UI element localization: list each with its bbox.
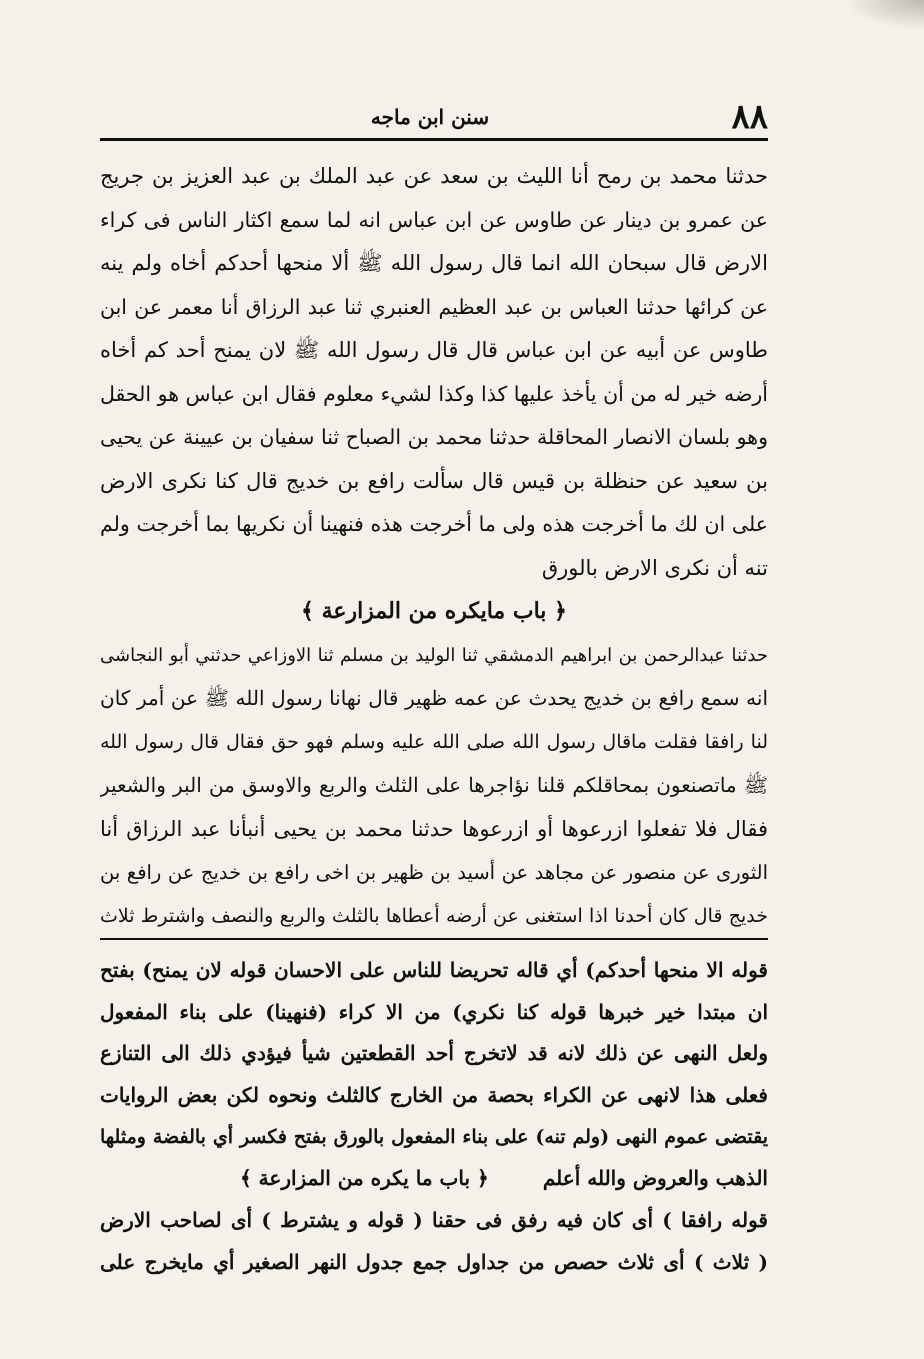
text-line: بن سعيد عن حنظلة بن قيس قال سألت رافع بن خديج قال كنا نكرى الارض	[100, 468, 768, 493]
commentary-line: قوله رافقا ) أى كان فيه رفق فى حقنا ( قوله و يشترط ) أى لصاحب الارض	[100, 1208, 768, 1233]
text-line: حدثنا عبدالرحمن بن ابراهيم الدمشقي ثنا الوليد بن مسلم ثنا الاوزاعي حدثني أبو النجاشى	[100, 644, 768, 666]
commentary-line: قوله الا منحها أحدكم) أي قاله تحريضا للناس على الاحسان قوله لان يمنح) بفتح	[100, 958, 768, 982]
text-line: فقال فلا تفعلوا ازرعوها أو ازرعوها حدثنا محمد بن يحيى أنبأنا عبد الرزاق أنا	[100, 816, 768, 841]
commentary-line: ولعل النهى عن ذلك لانه قد لاتخرج أحد القطعتين شيأ فيؤدي ذلك الى التنازع	[100, 1041, 768, 1066]
commentary-line: فعلى هذا لانهى عن الكراء بحصة من الخارج كالثلث ونحوه لكن بعض الروايات	[100, 1083, 768, 1108]
page-header	[100, 95, 768, 137]
text-line: أرضه خير له من أن يأخذ عليها كذا وكذا لشيء معلوم فقال ابن عباس هو الحقل	[100, 381, 768, 406]
commentary-line: يقتضى عموم النهى (ولم تنه) على بناء المفعول بالورق بفتح فكسر أي بالفضة ومثلها	[100, 1125, 768, 1148]
main-hadith-text	[100, 155, 768, 938]
running-title: سنن ابن ماجه	[370, 105, 490, 129]
text-line: عن كرائها حدثنا العباس بن عبد العظيم العنبري ثنا عبد الرزاق أنا معمر عن ابن	[100, 294, 768, 319]
text-line: تنه أن نكرى الارض بالورق	[541, 555, 768, 580]
text-line: طاوس عن أبيه عن ابن عباس قال قال رسول الله ﷺ لان يمنح أحد كم أخاه	[100, 338, 768, 362]
commentary-separator	[100, 938, 768, 940]
text-line: انه سمع رافع بن خديج يحدث عن عمه ظهير قال نهانا رسول الله ﷺ عن أمر كان	[100, 686, 768, 710]
text-line: حدثنا محمد بن رمح أنا الليث بن سعد عن عبد الملك بن عبد العزيز بن جريج	[100, 164, 768, 188]
page-corner-smudge	[844, 0, 924, 30]
text-line: خديج قال كان أحدنا اذا استغنى عن أرضه أعطاها بالثلث والربع والنصف واشترط ثلاث	[100, 904, 768, 927]
header-rule	[100, 138, 768, 141]
commentary-line-text: الذهب والعروض والله أعلم	[542, 1166, 768, 1191]
text-line: على ان لك ما أخرجت هذه ولى ما أخرجت هذه فنهينا أن نكريها بما أخرجت ولم	[100, 512, 768, 536]
text-line: الارض قال سبحان الله انما قال رسول الله ﷺ ألا منحها أحدكم أخاه ولم ينه	[100, 251, 768, 275]
text-line: ﷺ ماتصنعون بمحاقلكم قلنا نؤاجرها على الثلث والربع والاوسق من البر والشعير	[100, 773, 768, 797]
commentary-line: ان مبتدا خير خبرها قوله كنا نكري) من الا كراء (فنهينا) على بناء المفعول	[100, 999, 768, 1024]
commentary-section	[100, 950, 768, 1284]
page-number: ٨٨	[731, 97, 768, 137]
chapter-heading: ﴿ باب مايكره من المزارعة ﴾	[301, 598, 567, 624]
commentary-line-with-heading	[100, 1158, 768, 1200]
commentary-line: ( ثلاث ) أى ثلاث حصص من جداول جمع جدول النهر الصغير أي مايخرج على	[100, 1249, 768, 1274]
text-line: الثورى عن منصور عن مجاهد عن أسيد بن ظهير بن اخى رافع بن خديج عن رافع بن	[100, 861, 768, 884]
text-line: لنا رافقا فقلت ماقال رسول الله صلى الله عليه وسلم فهو حق فقال قال رسول الله	[100, 730, 768, 753]
text-line: وهو بلسان الانصار المحاقلة حدثنا محمد بن الصباح ثنا سفيان بن عيينة عن يحيى	[100, 425, 768, 449]
text-line: عن عمرو بن دينار عن طاوس عن ابن عباس انه لما سمع اكثار الناس فى كراء	[100, 207, 768, 232]
commentary-chapter-heading: ﴿ باب ما يكره من المزارعة ﴾	[240, 1166, 489, 1191]
